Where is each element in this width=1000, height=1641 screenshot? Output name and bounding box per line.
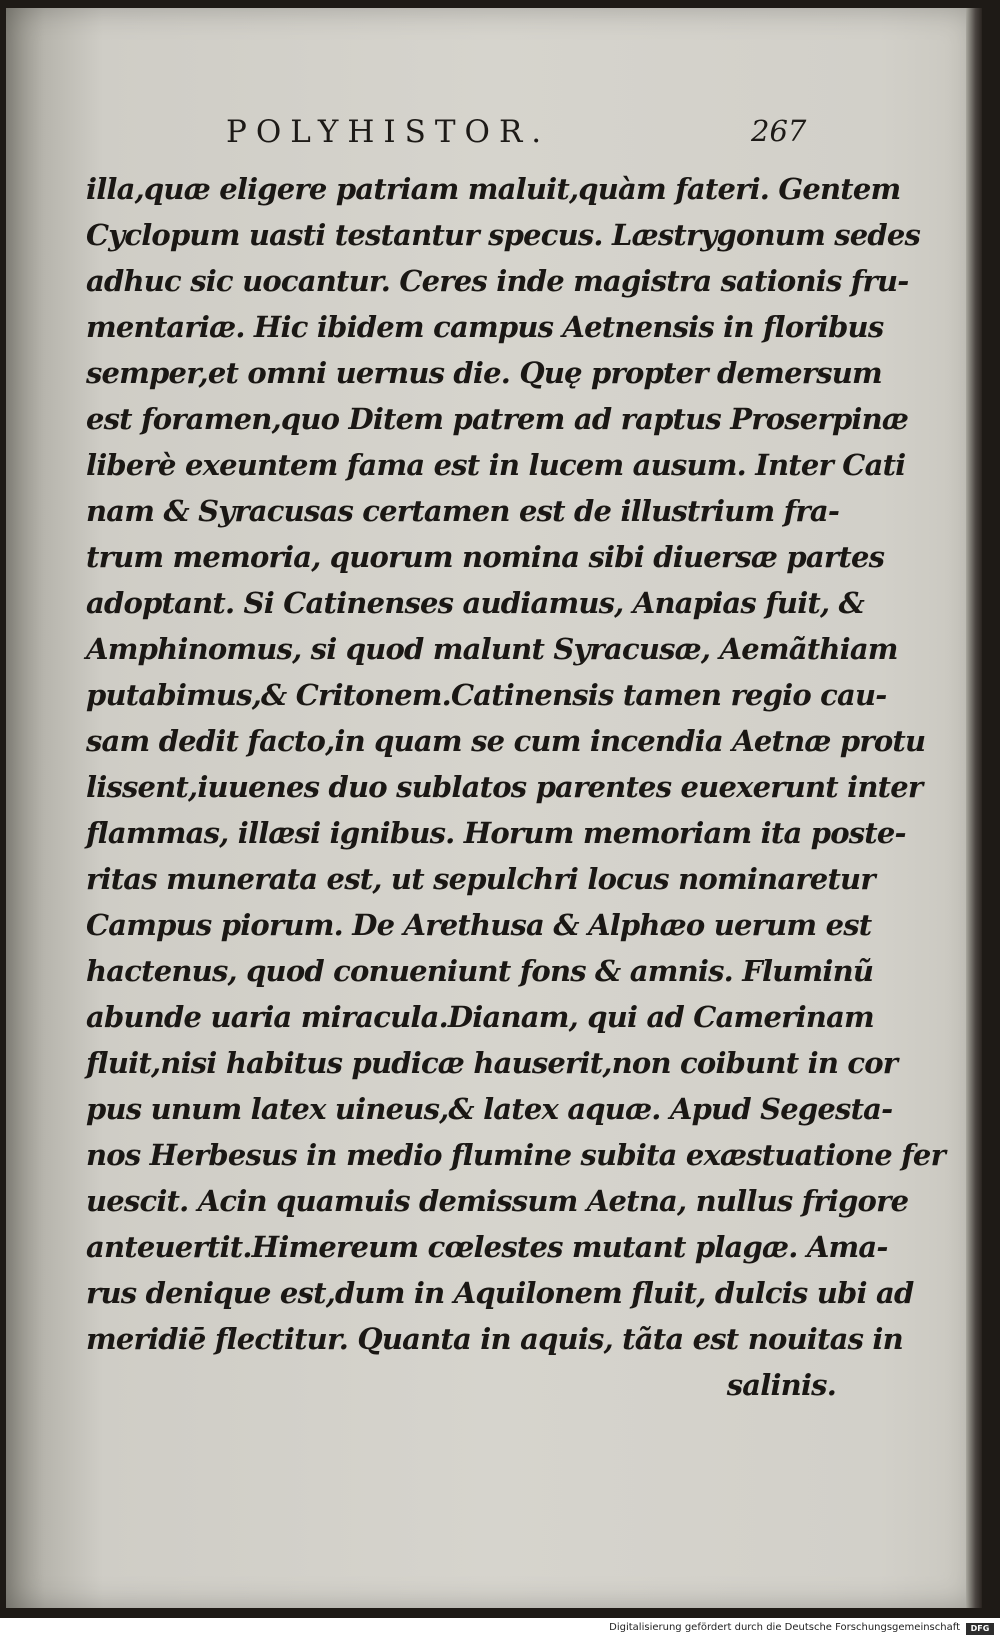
text-line: mentariæ. Hic ibidem campus Aetnensis in floribus <box>86 310 884 344</box>
text-line: semper,et omni uernus die. Quę propter demersum <box>86 356 882 390</box>
text-line: est foramen,quo Ditem patrem ad raptus Proserpinæ <box>86 402 909 436</box>
text-line: Cyclopum uasti testantur specus. Læstrygonum sedes <box>86 218 921 252</box>
text-line: ritas munerata est, ut sepulchri locus nominaretur <box>86 862 875 896</box>
text-line: uescit. Acin quamuis demissum Aetna, nullus frigore <box>86 1184 909 1218</box>
text-line: meridiē flectitur. Quanta in aquis, tãta est nouitas in <box>86 1322 903 1356</box>
text-line: adoptant. Si Catinenses audiamus, Anapias fuit, & <box>86 586 864 620</box>
dfg-logo-icon: DFG <box>966 1623 994 1635</box>
text-line: lissent,iuuenes duo sublatos parentes euexerunt inter <box>86 770 923 804</box>
text-line: nos Herbesus in medio flumine subita exæstuatione fer <box>86 1138 946 1172</box>
text-line: illa,quæ eligere patriam maluit,quàm fateri. Gentem <box>86 172 901 206</box>
text-line: liberè exeuntem fama est in lucem ausum. Inter Cati <box>86 448 906 482</box>
text-line: trum memoria, quorum nomina sibi diuersæ partes <box>86 540 885 574</box>
text-line: sam dedit facto,in quam se cum incendia Aetnæ protu <box>86 724 926 758</box>
text-line: fluit,nisi habitus pudicæ hauserit,non coibunt in cor <box>86 1046 898 1080</box>
text-line: abunde uaria miracula.Dianam, qui ad Camerinam <box>86 1000 874 1034</box>
body-text <box>86 166 946 1408</box>
text-line: anteuertit.Himereum cœlestes mutant plagæ. Ama- <box>86 1230 888 1264</box>
page-header <box>226 114 826 158</box>
text-line: nam & Syracusas certamen est de illustrium fra- <box>86 494 840 528</box>
text-line: adhuc sic uocantur. Ceres inde magistra sationis fru- <box>86 264 909 298</box>
text-line: Amphinomus, si quod malunt Syracusæ, Aemãthiam <box>86 632 898 666</box>
text-line: flammas, illæsi ignibus. Horum memoriam ita poste- <box>86 816 906 850</box>
text-line-final: salinis. <box>726 1368 836 1402</box>
page-number: 267 <box>751 114 807 148</box>
running-head: POLYHISTOR. <box>226 114 551 150</box>
page-fore-edge <box>966 8 982 1608</box>
funding-credit: Digitalisierung gefördert durch die Deutsche Forschungsgemeinschaft <box>609 1622 960 1633</box>
text-line: rus denique est,dum in Aquilonem fluit, dulcis ubi ad <box>86 1276 914 1310</box>
digitization-footer <box>0 1618 1000 1641</box>
book-page <box>6 8 976 1608</box>
text-line: Campus piorum. De Arethusa & Alphæo uerum est <box>86 908 872 942</box>
text-line: hactenus, quod conueniunt fons & amnis. Fluminũ <box>86 954 874 988</box>
text-line: pus unum latex uineus,& latex aquæ. Apud Segesta- <box>86 1092 893 1126</box>
text-line: putabimus,& Critonem.Catinensis tamen regio cau- <box>86 678 887 712</box>
